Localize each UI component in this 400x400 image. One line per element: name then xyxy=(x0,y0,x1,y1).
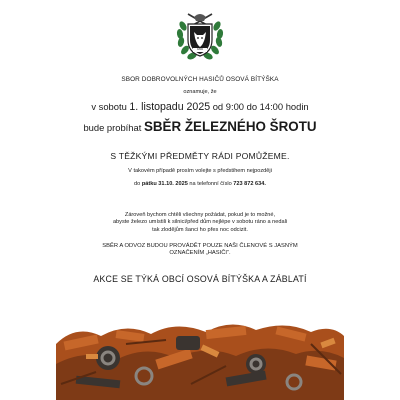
event-line xyxy=(56,119,344,134)
note-deadline: pátku 31.10. 2025 xyxy=(141,181,188,187)
organization-name: SBOR DOBROVOLNÝCH HASIČŮ OSOVÁ BÍTÝŠKA xyxy=(121,76,279,83)
emblem-year: 1893 xyxy=(197,48,203,51)
help-line: S TĚŽKÝMI PŘEDMĚTY RÁDI POMŮŽEME. xyxy=(110,151,290,161)
note-mid: na telefonní číslo xyxy=(189,181,232,187)
note-line-1: V takovém případě prosím volejte s předstihem nejpozději xyxy=(128,168,272,174)
members-line: OZNAČENÍM „HASIČI“. xyxy=(169,250,231,257)
date-main: 1. listopadu 2025 xyxy=(129,101,211,113)
request-line: abyste železo umístili k silnici/před dům nejlépe v sobotu ráno a nedali xyxy=(112,219,288,226)
region-line: AKCE SE TÝKÁ OBCÍ OSOVÁ BÍTÝŠKA A ZÁBLATÍ xyxy=(93,274,307,284)
request-paragraph xyxy=(56,212,344,234)
date-line xyxy=(56,101,344,113)
request-line: Zároveň bychom chtěli všechny požádat, pokud je to možné, xyxy=(124,212,276,218)
note-prefix: do xyxy=(134,181,141,187)
members-line: SBĚR A ODVOZ BUDOU PROVÁDĚT POUZE NAŠI ČLENOVÉ S JASNÝM xyxy=(102,243,298,249)
fire-brigade-emblem xyxy=(168,10,232,64)
event-title: SBĚR ŽELEZNÉHO ŠROTU xyxy=(143,119,317,134)
event-prefix: bude probíhat xyxy=(83,122,142,133)
request-line: tak zlodějům šanci ho přes noc odcizit. xyxy=(152,226,248,233)
note-line-2 xyxy=(56,181,344,188)
note-phone: 723 872 634. xyxy=(233,181,266,187)
members-paragraph xyxy=(56,243,344,258)
date-suffix: od 9:00 do 14:00 hodin xyxy=(212,101,309,112)
announce-text: oznamuje, že xyxy=(183,89,217,95)
scrap-metal-pile xyxy=(56,314,344,400)
date-prefix: v sobotu xyxy=(91,101,127,112)
